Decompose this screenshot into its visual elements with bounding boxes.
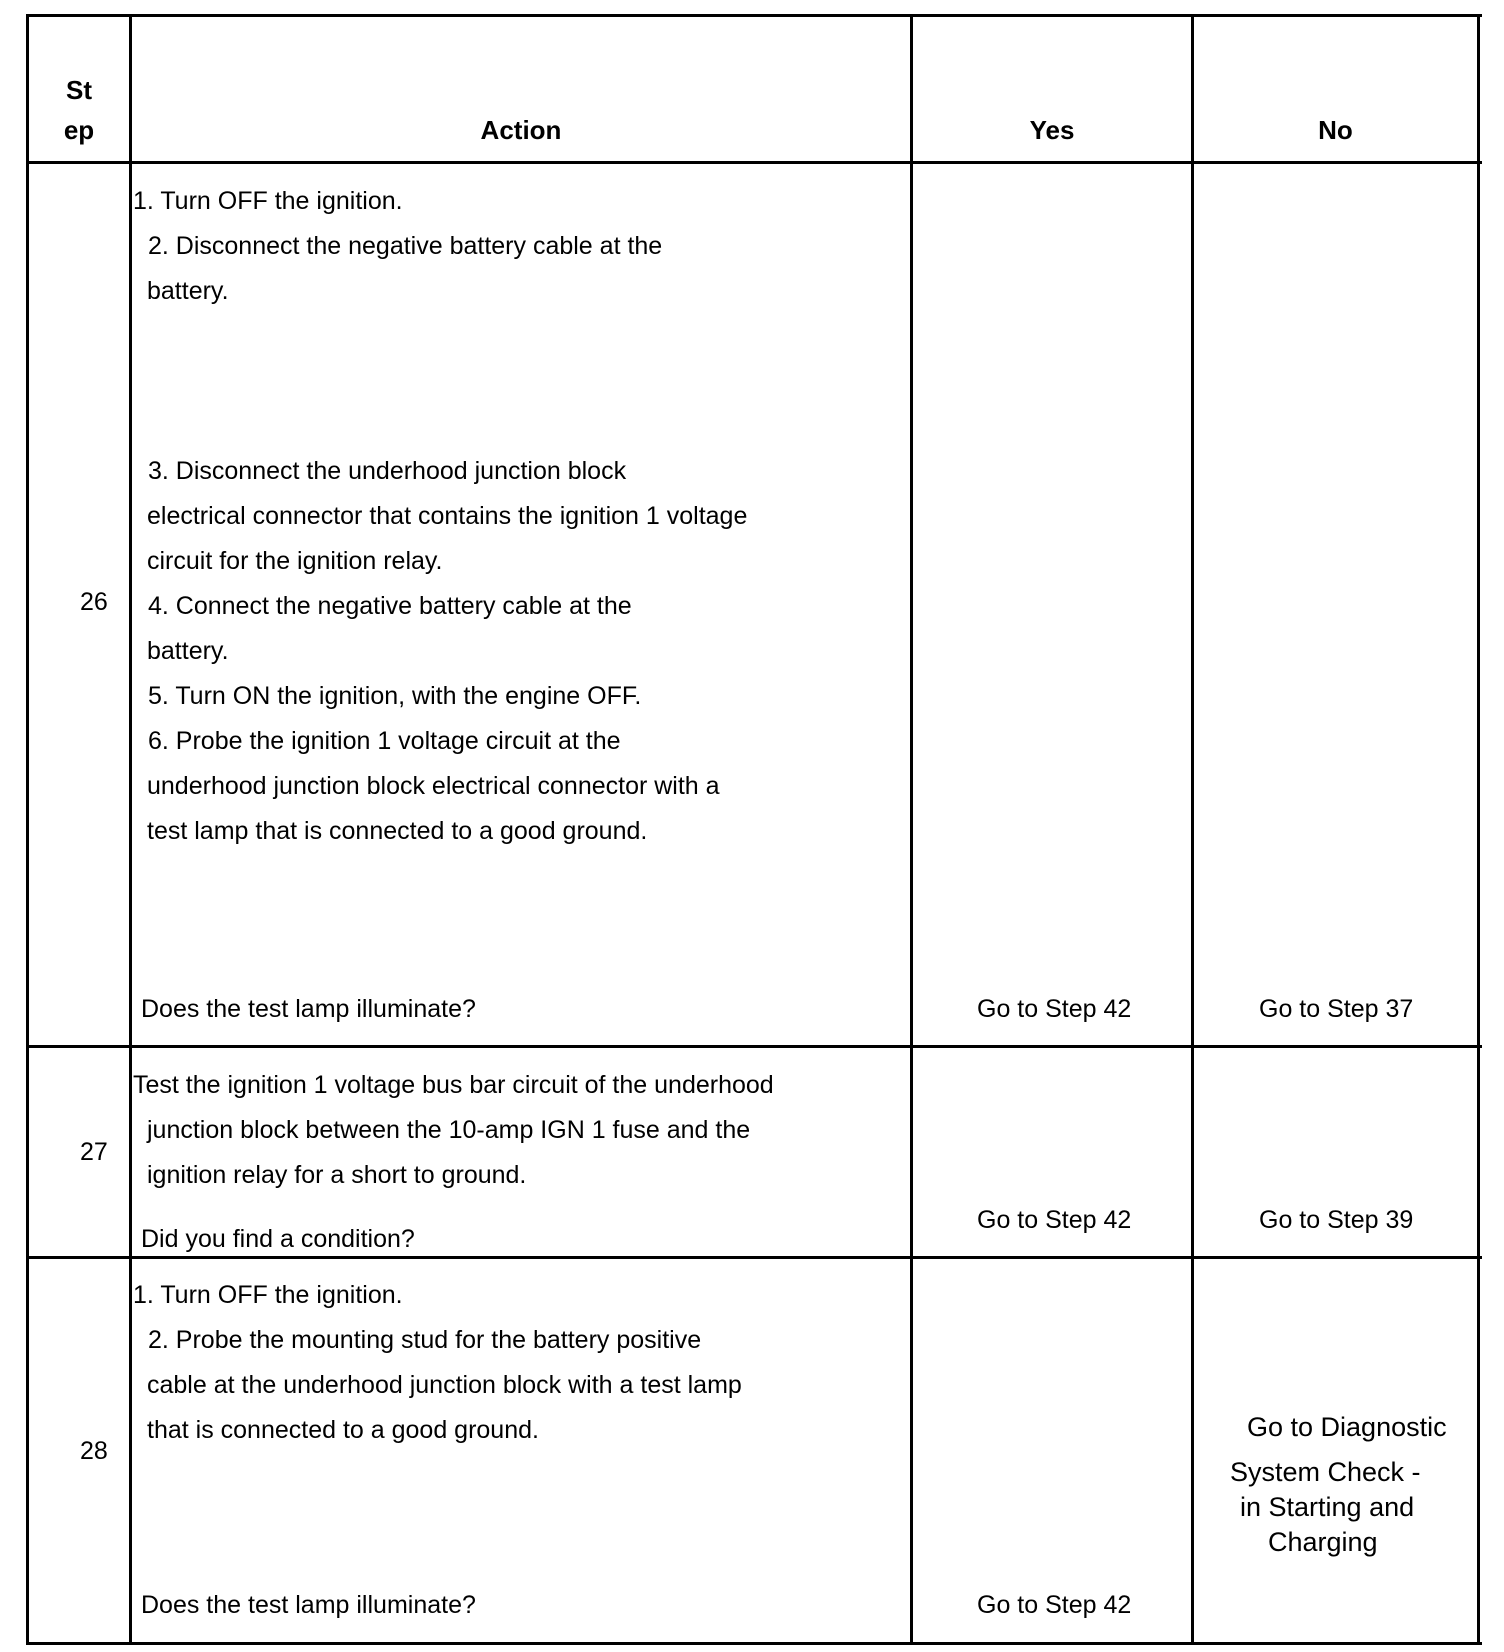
header-step-line1: St — [66, 75, 92, 105]
action-line: 6. Probe the ignition 1 voltage circuit at the — [148, 727, 621, 755]
rule-step-action — [129, 14, 132, 1645]
no-result-line: in Starting and — [1240, 1492, 1415, 1522]
action-line: underhood junction block electrical connector with a — [147, 772, 720, 800]
no-result: Go to Step 37 — [1259, 995, 1414, 1023]
action-line: 1. Turn OFF the ignition. — [133, 187, 403, 215]
no-result: Go to Step 39 — [1259, 1206, 1414, 1234]
no-result-line: Charging — [1268, 1527, 1378, 1557]
question: Does the test lamp illuminate? — [141, 1591, 476, 1619]
action-line: test lamp that is connected to a good ground. — [147, 817, 648, 845]
action-line: electrical connector that contains the ignition 1 voltage — [147, 502, 748, 530]
action-line: battery. — [147, 277, 229, 305]
rule-bottom — [26, 1642, 1482, 1645]
action-line: 5. Turn ON the ignition, with the engine OFF. — [148, 682, 642, 710]
step-number: 28 — [80, 1437, 108, 1465]
question: Does the test lamp illuminate? — [141, 995, 476, 1023]
action-line: ignition relay for a short to ground. — [147, 1161, 527, 1189]
action-line: circuit for the ignition relay. — [147, 547, 443, 575]
action-line: that is connected to a good ground. — [147, 1416, 539, 1444]
rule-row27-bottom — [26, 1256, 1482, 1259]
rule-top — [26, 14, 1482, 17]
header-yes: Yes — [1029, 115, 1075, 145]
rule-right — [1477, 14, 1480, 1645]
action-line: 1. Turn OFF the ignition. — [133, 1281, 403, 1309]
header-step-line2: ep — [63, 115, 95, 145]
rule-row26-bottom — [26, 1045, 1482, 1048]
action-line: junction block between the 10-amp IGN 1 fuse and the — [147, 1116, 751, 1144]
action-line: 2. Disconnect the negative battery cable at the — [148, 232, 663, 260]
yes-result: Go to Step 42 — [977, 1591, 1132, 1619]
step-number: 27 — [80, 1138, 108, 1166]
no-result-line: Go to Diagnostic — [1247, 1412, 1447, 1442]
rule-action-yes — [910, 14, 913, 1645]
action-line: cable at the underhood junction block with a test lamp — [147, 1371, 742, 1399]
step-number: 26 — [80, 588, 108, 616]
header-action: Action — [480, 115, 562, 145]
rule-header-bottom — [26, 161, 1482, 164]
rule-left — [26, 14, 29, 1645]
action-line: Test the ignition 1 voltage bus bar circuit of the underhood — [133, 1071, 774, 1099]
action-line: 4. Connect the negative battery cable at the — [148, 592, 632, 620]
yes-result: Go to Step 42 — [977, 1206, 1132, 1234]
no-result-line: System Check - — [1230, 1457, 1421, 1487]
yes-result: Go to Step 42 — [977, 995, 1132, 1023]
header-no: No — [1318, 115, 1353, 145]
action-line: 3. Disconnect the underhood junction block — [148, 457, 627, 485]
question: Did you find a condition? — [141, 1225, 415, 1253]
rule-yes-no — [1191, 14, 1194, 1645]
action-line: battery. — [147, 637, 229, 665]
action-line: 2. Probe the mounting stud for the battery positive — [148, 1326, 702, 1354]
